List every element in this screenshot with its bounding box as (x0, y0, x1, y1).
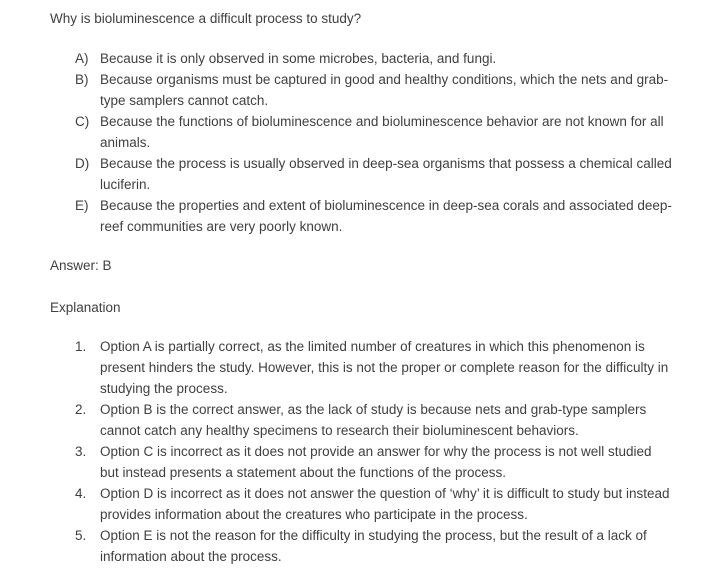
explanation-text: Option A is partially correct, as the limited number of creatures in which this phenomenon is present hinders the study. However, this is not the proper or complete reason for the difficulty in studying the process. (100, 339, 669, 396)
option-label: E) (75, 198, 89, 213)
explanation-item (75, 483, 672, 525)
explanation-text: Option E is not the reason for the difficulty in studying the process, but the result of a lack of information about the process. (100, 528, 647, 564)
option-label: A) (75, 51, 89, 66)
option-text: Because the functions of bioluminescence and bioluminescence behavior are not known for all animals. (100, 114, 664, 150)
explanation-item (75, 441, 672, 483)
answer-line: Answer: B (50, 258, 112, 273)
explanation-number: 1. (75, 339, 87, 354)
option-label: D) (75, 156, 90, 171)
explanation-list (75, 336, 672, 567)
option-item (75, 48, 672, 69)
options-list (75, 48, 672, 237)
option-text: Because the properties and extent of bioluminescence in deep-sea corals and associated deep-reef communities are very poorly known. (100, 198, 672, 234)
question-text: Why is bioluminescence a difficult process to study? (50, 11, 362, 26)
option-text: Because the process is usually observed in deep-sea organisms that possess a chemical called luciferin. (100, 156, 672, 192)
option-item (75, 153, 672, 195)
option-item (75, 69, 672, 111)
option-text: Because it is only observed in some microbes, bacteria, and fungi. (100, 51, 497, 66)
explanation-number: 3. (75, 444, 87, 459)
explanation-text: Option B is the correct answer, as the lack of study is because nets and grab-type samplers cannot catch any healthy specimens to research their bioluminescent behaviors. (100, 402, 647, 438)
explanation-number: 5. (75, 528, 87, 543)
option-label: C) (75, 114, 90, 129)
explanation-text: Option D is incorrect as it does not answer the question of ‘why’ it is difficult to study but instead provides information about the creatures who participate in the process. (100, 486, 670, 522)
explanation-item (75, 525, 672, 567)
explanation-heading: Explanation (50, 300, 121, 315)
explanation-item (75, 336, 672, 399)
option-item (75, 195, 672, 237)
option-text: Because organisms must be captured in good and healthy conditions, which the nets and grab-type samplers cannot catch. (100, 72, 669, 108)
explanation-item (75, 399, 672, 441)
explanation-number: 2. (75, 402, 87, 417)
option-label: B) (75, 72, 89, 87)
explanation-number: 4. (75, 486, 87, 501)
explanation-text: Option C is incorrect as it does not provide an answer for why the process is not well studied but instead presents a statement about the functions of the process. (100, 444, 652, 480)
option-item (75, 111, 672, 153)
